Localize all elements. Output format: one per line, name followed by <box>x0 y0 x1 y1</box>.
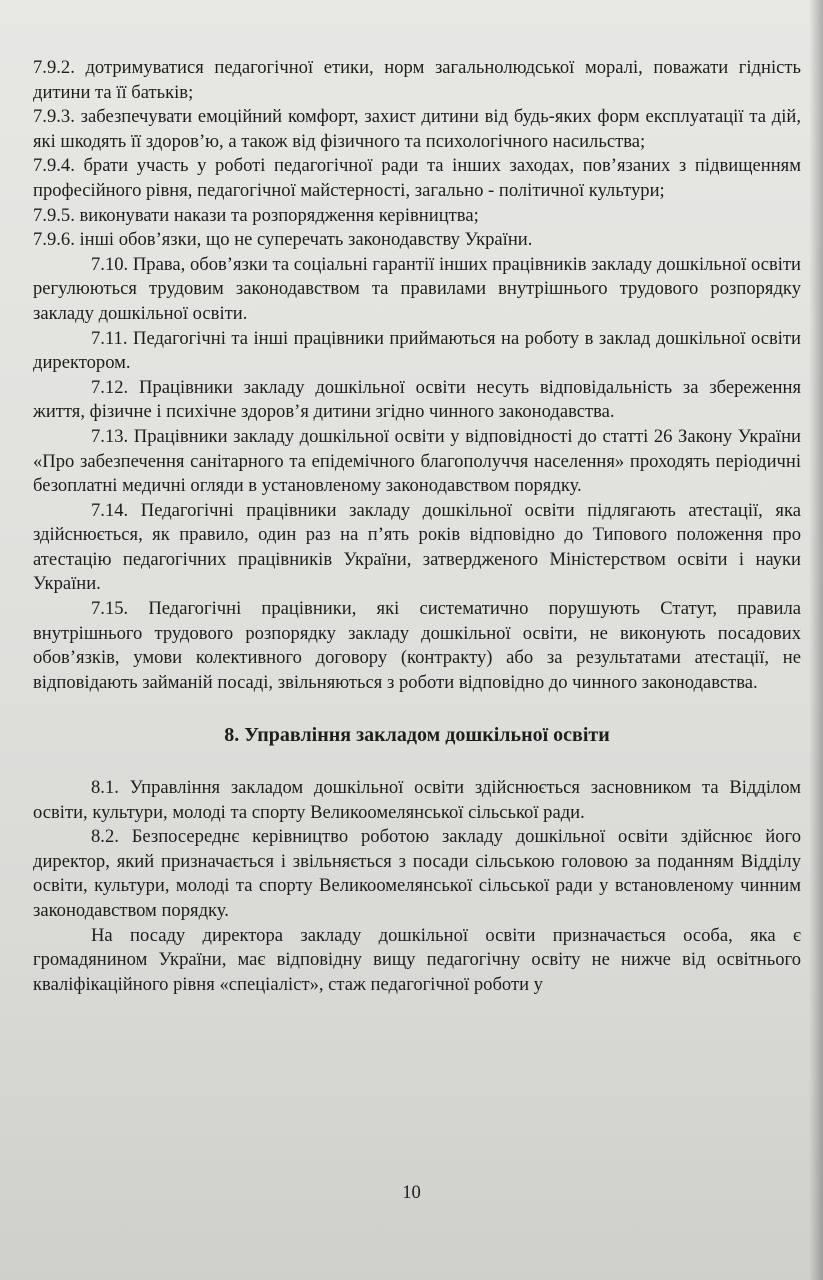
paragraph-7-9-5: 7.9.5. виконувати накази та розпорядження керівництва; <box>33 204 479 226</box>
paragraph-director-appointment: На посаду директора закладу дошкільної освіти призначається особа, яка є громадянином України, має відповідну вищу педагогічну освіту не нижче від освітнього кваліфікаційного рівня «спеціаліст», стаж педагогічної роботи у <box>33 924 801 995</box>
paragraph-7-9-3: 7.9.3. забезпечувати емоційний комфорт, захист дитини від будь-яких форм експлуатації та дій, які шкодять її здоров’ю, а також від фізичного та психологічного насильства; <box>33 106 801 152</box>
page-number: 10 <box>402 1182 421 1203</box>
section-heading: 8. Управління закладом дошкільної освіти <box>224 724 610 747</box>
document-body <box>33 56 801 997</box>
paragraph-8-2: 8.2. Безпосереднє керівництво роботою закладу дошкільної освіти здійснює його директор, який призначається і звільняється з посади сільською головою за поданням Відділу освіти, культури, молоді та спорту Великоомелянської сільської ради у встановленому чинним законодавством порядку. <box>33 826 801 921</box>
paragraph-7-9-2: 7.9.2. дотримуватися педагогічної етики, норм загальнолюдської моралі, поважати гідність дитини та її батьків; <box>33 57 801 103</box>
paragraph-8-1: 8.1. Управління закладом дошкільної освіти здійснюється засновником та Відділом освіти, культури, молоді та спорту Великоомелянської сільської ради. <box>33 777 801 823</box>
paragraph-7-10: 7.10. Права, обов’язки та соціальні гарантії інших працівників закладу дошкільної освіти регулюються трудовим законодавством та правилами внутрішнього трудового розпорядку закладу дошкільної освіти. <box>33 253 801 324</box>
page-edge-shadow <box>809 0 823 1280</box>
paragraph-7-13: 7.13. Працівники закладу дошкільної освіти у відповідності до статті 26 Закону України «Про забезпечення санітарного та епідемічного благополуччя населення» проходять періодичні безоплатні медичні огляди в установленому законодавством порядку. <box>33 425 801 497</box>
paragraph-7-9-4: 7.9.4. брати участь у роботі педагогічної ради та інших заходах, пов’язаних з підвищенням професійного рівня, педагогічної майстерності, загально - політичної культури; <box>33 155 801 201</box>
paragraph-7-15: 7.15. Педагогічні працівники, які систематично порушують Статут, правила внутрішнього трудового розпорядку закладу дошкільної освіти, не виконують посадових обов’язків, умови колективного договору (контракту) або за результатами атестації, не відповідають займаній посаді, звільняються з роботи відповідно до чинного законодавства. <box>33 598 801 693</box>
paragraph-7-11: 7.11. Педагогічні та інші працівники приймаються на роботу в заклад дошкільної освіти директором. <box>33 327 801 374</box>
paragraph-7-12: 7.12. Працівники закладу дошкільної освіти несуть відповідальність за збереження життя, фізичне і психічне здоров’я дитини згідно чинного законодавства. <box>33 376 801 423</box>
paragraph-7-9-6: 7.9.6. інші обов’язки, що не суперечать законодавству України. <box>33 229 533 251</box>
paragraph-7-14: 7.14. Педагогічні працівники закладу дошкільної освіти підлягають атестації, яка здійснюється, як правило, один раз на п’ять років відповідно до Типового положення про атестацію педагогічних працівників України, затвердженого Міністерством освіти і науки України. <box>33 499 801 595</box>
